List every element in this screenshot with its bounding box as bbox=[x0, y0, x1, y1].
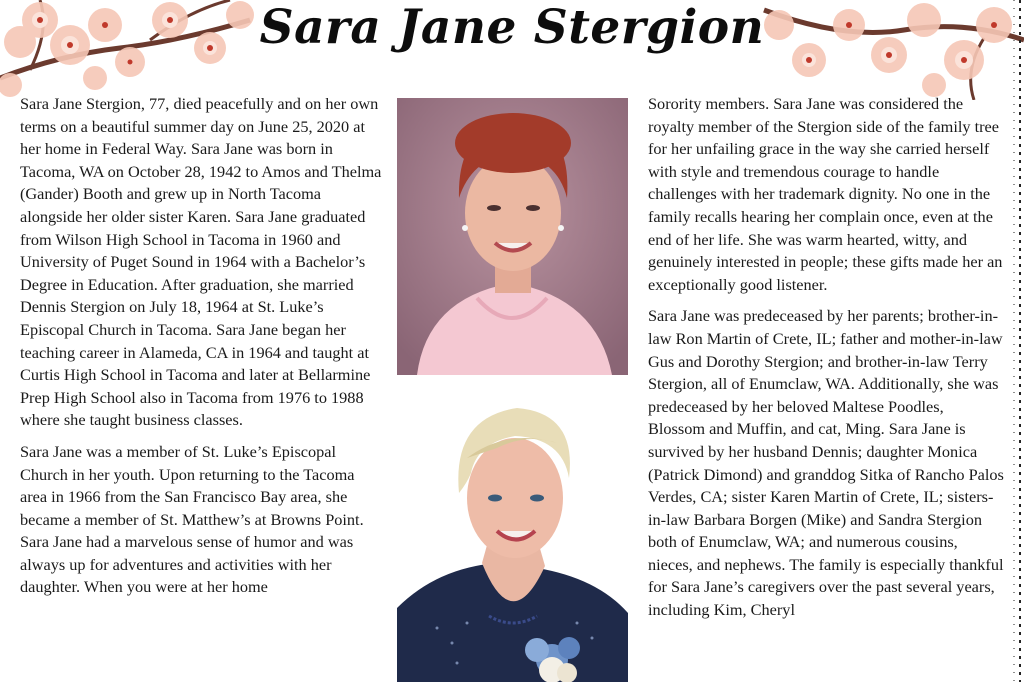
obituary-paragraph: Sara Jane was predeceased by her parents; brother-in-law Ron Martin of Crete, IL; father and mother-in-law Gus and Dorothy Stergion; and brother-in-law Terry Stergion, all of Enumclaw, WA. Additionally, she was predeceased by her beloved Maltese Poodles, Blossom and Muffin, and cat, Ming. Sara Jane is survived by her husband Dennis; daughter Monica (Patrick Dimond) and granddog Sitka of Rancho Palos Verdes, CA; sister Karen Martin of Crete, IL; sisters-in-law Barbara Borgen (Mike) and Sandra Stergion both of Enumclaw, WA; and numerous cousins, nieces, and nephews. The family is especially thankful for Sara Jane’s caregivers over the past several years, including Kim, Cheryl bbox=[648, 306, 1004, 620]
decorative-border bbox=[1010, 0, 1024, 682]
obituary-paragraph: Sara Jane was a member of St. Luke’s Episcopal Church in her youth. Upon returning to the Tacoma area in 1966 from the San Francisco Bay area, she became a member of St. Matthew’s at Browns Point. Sara Jane had a marvelous sense of humor and was always up for adventures and activities with her daughter. When you were at her home bbox=[20, 441, 364, 597]
obituary-paragraph: Sorority members. Sara Jane was considered the royalty member of the Stergion side of the family tree for her unfailing grace in the way she carried herself with style and tremendous courage to handle challenges with her trademark dignity. No one in the family recalls hearing her complain once, even at the end of her life. She was warm hearted, witty, and genuinely interested in people; these gifts made her an exceptionally good listener. bbox=[648, 94, 1003, 294]
portrait-photo-vintage bbox=[397, 98, 628, 375]
obituary-right-column bbox=[648, 93, 1004, 631]
obituary-left-column bbox=[20, 93, 382, 608]
obituary-paragraph: Sara Jane Stergion, 77, died peacefully and on her own terms on a beautiful summer day on June 25, 2020 at her home in Federal Way. Sara Jane was born in Tacoma, WA on October 28, 1942 to Amos and Thelma (Gander) Booth and grew up in North Tacoma alongside her older sister Karen. Sara Jane graduated from Wilson High School in Tacoma in 1960 and University of Puget Sound in 1964 with a Bachelor’s Degree in Education. After graduation, she married Dennis Stergion on July 18, 1964 at St. Luke’s Episcopal Church in Tacoma. Sara Jane began her teaching career in Alameda, CA in 1964 and taught at Curtis High School in Tacoma and later at Bellarmine Prep High School also in Tacoma from 1976 to 1988 where she taught business classes. bbox=[20, 94, 382, 430]
portrait-photo-recent bbox=[397, 398, 628, 682]
obituary-title: Sara Jane Stergion bbox=[259, 0, 765, 55]
